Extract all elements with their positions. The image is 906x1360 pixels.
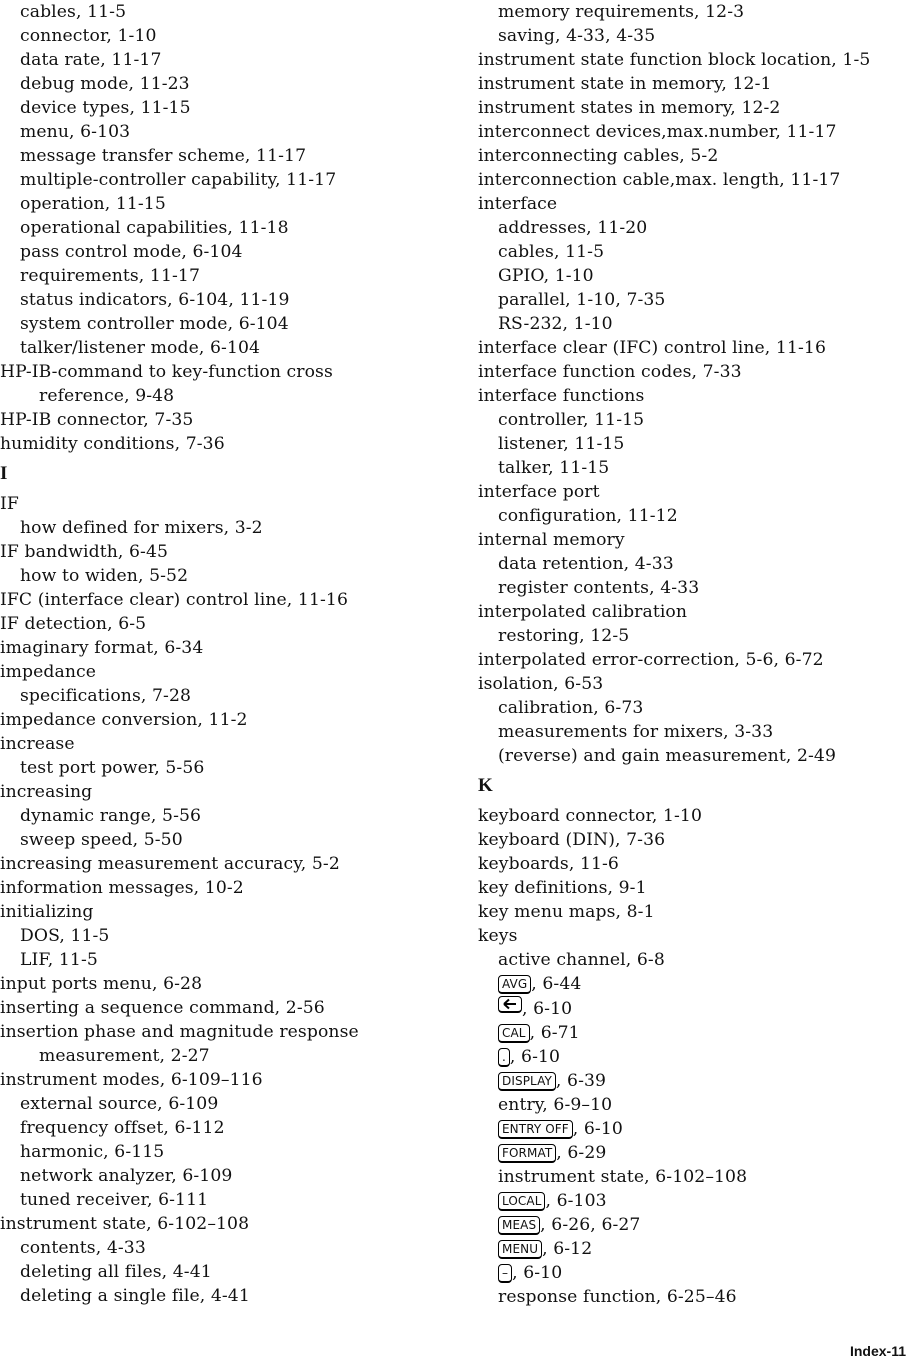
index-subentry: deleting all files, 4-41 [20,1262,212,1282]
index-subentry [478,1117,906,1141]
hardkey-label: FORMAT [498,1144,556,1163]
index-section-letter: I [0,463,8,484]
index-subentry: status indicators, 6-104, 11-19 [20,290,290,310]
index-subentry: how to widen, 5-52 [20,566,189,586]
index-subentry: (reverse) and gain measurement, 2-49 [498,746,836,766]
index-subentry: how defined for mixers, 3-2 [20,518,263,538]
index-subentry: talker/listener mode, 6-104 [20,338,261,358]
index-entry: instrument state, 6-102–108 [0,1214,250,1234]
index-entry: keyboards, 11-6 [478,854,619,874]
index-entry-continuation: reference, 9-48 [39,386,175,406]
index-subentry: harmonic, 6-115 [20,1142,165,1162]
index-entry: instrument modes, 6-109–116 [0,1070,263,1090]
index-subentry: saving, 4-33, 4-35 [498,26,656,46]
index-subentry [478,996,906,1021]
index-subentry: data retention, 4-33 [498,554,674,574]
index-subentry: memory requirements, 12-3 [498,2,745,22]
index-entry: HP-IB connector, 7-35 [0,410,194,430]
hardkey-label: MEAS [498,1216,540,1235]
index-entry: HP-IB-command to key-function cross [0,362,333,382]
index-page-refs: , 6-29 [556,1143,607,1163]
index-entry: isolation, 6-53 [478,674,604,694]
index-entry: IF [0,494,19,514]
backspace-arrow-icon [498,996,522,1013]
index-entry: IFC (interface clear) control line, 11-16 [0,590,348,610]
index-subentry: LIF, 11-5 [20,950,98,970]
index-subentry: requirements, 11-17 [20,266,200,286]
index-entry: instrument state in memory, 12-1 [478,74,772,94]
index-entry: interface [478,194,558,214]
index-subentry: menu, 6-103 [20,122,131,142]
index-entry: increasing measurement accuracy, 5-2 [0,854,340,874]
index-subentry: network analyzer, 6-109 [20,1166,233,1186]
index-entry: interface function codes, 7-33 [478,362,742,382]
index-subentry: response function, 6-25–46 [498,1287,737,1307]
index-subentry [478,1189,906,1213]
index-subentry: entry, 6-9–10 [498,1095,613,1115]
index-subentry [478,972,906,996]
index-subentry: GPIO, 1-10 [498,266,594,286]
hardkey-label: – [498,1264,512,1283]
index-page-refs: , 6-10 [522,999,573,1019]
index-section-letter: K [478,775,493,796]
index-subentry: specifications, 7-28 [20,686,192,706]
index-subentry: instrument state, 6-102–108 [498,1167,748,1187]
index-page-refs: , 6-71 [529,1023,580,1043]
index-entry: keyboard connector, 1-10 [478,806,703,826]
index-subentry: operational capabilities, 11-18 [20,218,289,238]
index-entry: internal memory [478,530,625,550]
index-entry: IF bandwidth, 6-45 [0,542,169,562]
index-entry: IF detection, 6-5 [0,614,147,634]
index-column-right [478,0,906,1309]
index-subentry: debug mode, 11-23 [20,74,190,94]
index-entry: interconnection cable,max. length, 11-17 [478,170,841,190]
index-subentry [478,1141,906,1165]
index-entry: humidity conditions, 7-36 [0,434,225,454]
index-entry: interface port [478,482,600,502]
index-subentry: measurements for mixers, 3-33 [498,722,774,742]
index-entry: initializing [0,902,94,922]
index-entry: impedance [0,662,96,682]
index-subentry [478,1021,906,1045]
index-entry: inserting a sequence command, 2-56 [0,998,325,1018]
index-subentry: cables, 11-5 [20,2,127,22]
index-subentry: contents, 4-33 [20,1238,146,1258]
index-subentry: system controller mode, 6-104 [20,314,289,334]
index-entry: insertion phase and magnitude response [0,1022,359,1042]
index-subentry: listener, 11-15 [498,434,625,454]
index-entry: interconnect devices,max.number, 11-17 [478,122,837,142]
index-subentry: talker, 11-15 [498,458,610,478]
index-page-refs: , 6-26, 6-27 [540,1215,641,1235]
index-entry: imaginary format, 6-34 [0,638,204,658]
index-entry: interface functions [478,386,645,406]
hardkey-label: LOCAL [498,1192,545,1211]
index-subentry: tuned receiver, 6-111 [20,1190,209,1210]
index-subentry: restoring, 12-5 [498,626,630,646]
index-entry: key definitions, 9-1 [478,878,647,898]
index-subentry: controller, 11-15 [498,410,645,430]
index-subentry: pass control mode, 6-104 [20,242,243,262]
index-subentry: RS-232, 1-10 [498,314,613,334]
index-entry: increasing [0,782,93,802]
index-subentry [478,1069,906,1093]
index-subentry [478,1213,906,1237]
index-page-refs: , 6-10 [572,1119,623,1139]
index-entry: key menu maps, 8-1 [478,902,655,922]
index-page-refs: , 6-39 [555,1071,607,1091]
index-page-refs: , 6-44 [531,974,582,994]
index-subentry: active channel, 6-8 [498,950,665,970]
index-page-refs: , 6-12 [542,1239,593,1259]
index-subentry: DOS, 11-5 [20,926,110,946]
index-subentry: data rate, 11-17 [20,50,162,70]
index-page-refs: , 6-10 [512,1263,563,1283]
hardkey-label: MENU [498,1240,542,1259]
index-entry: increase [0,734,75,754]
index-entry: interpolated calibration [478,602,688,622]
index-subentry: operation, 11-15 [20,194,166,214]
page-number: Index-11 [849,1343,906,1359]
index-subentry: deleting a single file, 4-41 [20,1286,250,1306]
index-entry: interconnecting cables, 5-2 [478,146,719,166]
index-subentry [478,1261,906,1285]
index-subentry: device types, 11-15 [20,98,191,118]
index-subentry: register contents, 4-33 [498,578,700,598]
index-entry: instrument states in memory, 12-2 [478,98,781,118]
index-subentry: cables, 11-5 [498,242,605,262]
hardkey-label: CAL [498,1024,530,1043]
index-subentry: calibration, 6-73 [498,698,644,718]
index-subentry [478,1237,906,1261]
index-entry: keys [478,926,518,946]
index-subentry: frequency offset, 6-112 [20,1118,225,1138]
index-subentry: connector, 1-10 [20,26,157,46]
hardkey-label: ENTRY OFF [498,1120,573,1139]
index-entry: impedance conversion, 11-2 [0,710,248,730]
index-page-refs: , 6-103 [545,1191,607,1211]
hardkey-label: AVG [498,975,531,994]
index-subentry: parallel, 1-10, 7-35 [498,290,666,310]
index-subentry: test port power, 5-56 [20,758,205,778]
hardkey-label: . [498,1048,510,1067]
index-column-left [0,0,470,1308]
index-entry: interpolated error-correction, 5-6, 6-72 [478,650,824,670]
index-subentry: dynamic range, 5-56 [20,806,202,826]
index-subentry: external source, 6-109 [20,1094,219,1114]
index-page-refs: , 6-10 [509,1047,561,1067]
index-entry: information messages, 10-2 [0,878,244,898]
index-subentry: multiple-controller capability, 11-17 [20,170,337,190]
index-subentry: configuration, 11-12 [498,506,678,526]
index-entry: keyboard (DIN), 7-36 [478,830,666,850]
index-entry-continuation: measurement, 2-27 [39,1046,210,1066]
index-entry: input ports menu, 6-28 [0,974,203,994]
index-subentry: addresses, 11-20 [498,218,648,238]
index-entry: instrument state function block location, 1-5 [478,50,871,70]
hardkey-label: DISPLAY [498,1072,556,1091]
index-subentry: sweep speed, 5-50 [20,830,183,850]
index-entry: interface clear (IFC) control line, 11-16 [478,338,826,358]
index-subentry [478,1045,906,1069]
index-subentry: message transfer scheme, 11-17 [20,146,307,166]
